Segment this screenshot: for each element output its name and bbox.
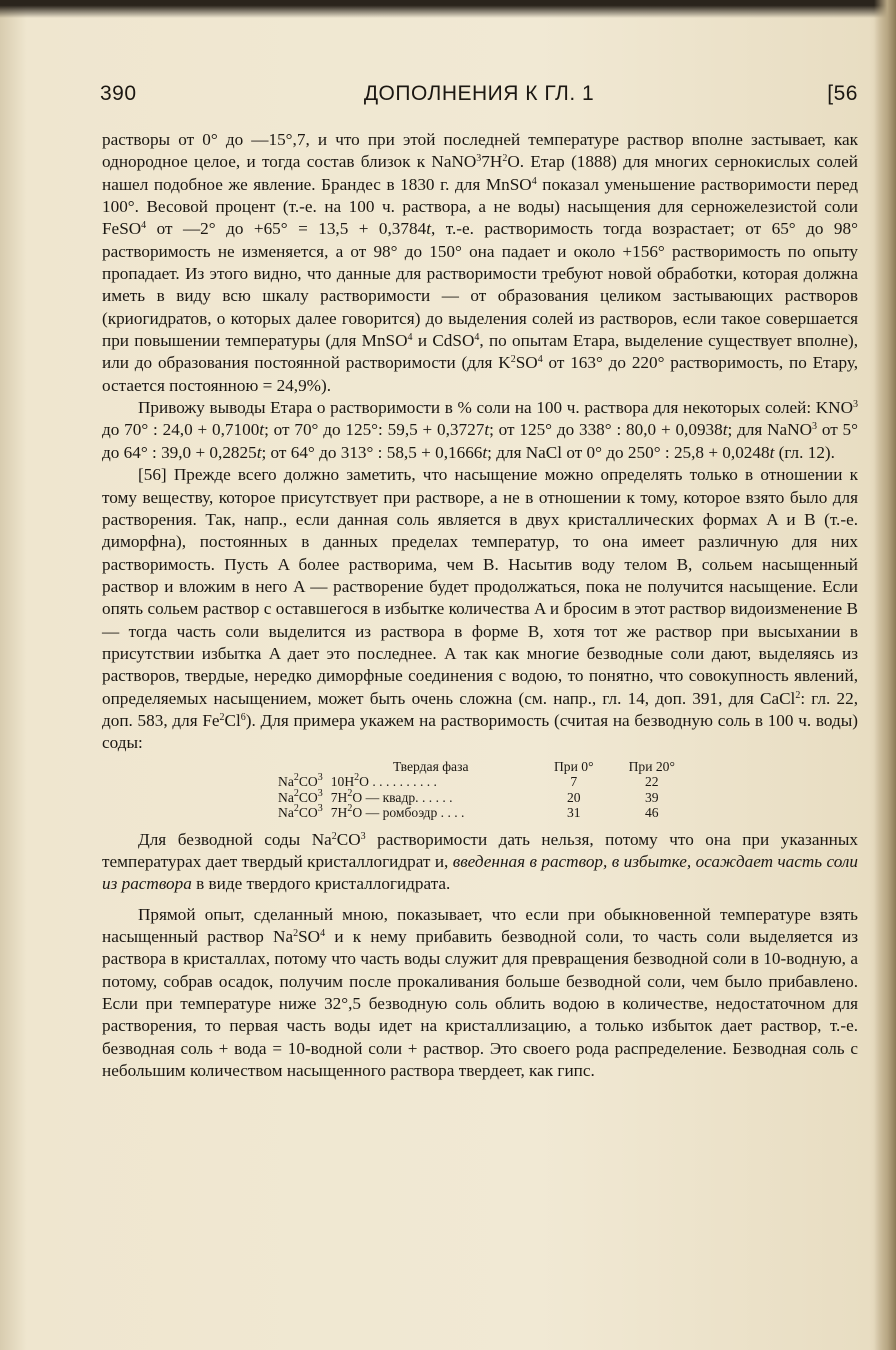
- paragraph-1: растворы от 0° до —15°,7, и что при этой последней температуре раствор вполне застывает, как однородное целое, и тогда состав близок к $NaNO^37H^2O$. Етар (1888) для многих сернокислых солей нашел подобное же явление. Брандес в 1830 г. для MnSO$^4$ показал уменьшение растворимости перед 100°. Весовой процент (т.-е. на 100 ч. раствора, а не воды) насыщения для серножелезистой соли FeSO$^4$ от —2° до +65° = 13,5 + 0,3784t, т.-е. растворимость тогда возрастает; от 65° до 98° растворимость не изменяется, а от 98° до 150° она падает и около +156° растворимость по опыту пропадает. Из этого видно, что данные для растворимости требуют новой обработки, которая должна иметь в виду всю шкалу растворимости — от образования целиком застывающих растворов (криогидратов, о которых далее говорится) до выделения солей из растворов, если такое совершается при повышении температуры (для MnSO$^4$ и CdSO$^4$, по опытам Етара, выделение существует вполне), или до образования постоянной растворимости (для $K^2SO^4$ от 163° до 220° растворимость, по Етару, остается постоянною = 24,9%).: [102, 130, 859, 395]
- phase-cell: $10H^2O$ . . . . . . . . . .: [330, 772, 437, 790]
- paragraph-2: Привожу выводы Етара о растворимости в % соли на 100 ч. раствора для некоторых солей: KNO$^3$ до 70° : 24,0 + 0,7100t; от 70° до 125°: 59,5 + 0,3727t; от 125° до 338° : 80,0 + 0,0938t; для NaNO$^3$ от 5° до 64° : 39,0 + 0,2825t; от 64° до 313° : 58,5 + 0,1666t; для NaCl от 0° до 250° : 25,8 + 0,0248t (гл. 12).: [102, 398, 858, 462]
- section-marker: [56: [827, 82, 858, 105]
- table-row: [274, 805, 691, 821]
- value-0-cell: 20: [566, 789, 581, 805]
- table-row: [274, 774, 691, 790]
- value-20-cell: 39: [644, 789, 659, 805]
- formula-cell: $Na^2CO^3$: [278, 787, 323, 805]
- paragraph-4: Для безводной соды $Na^2CO^3$ растворимости дать нельзя, потому что она при указанных температурах дает твердый кристаллогидрат и, введенная в раствор, в избытке, осаждает часть соли из раствора в виде твердого кристаллогидрата.: [102, 829, 858, 894]
- page-right-edge: [874, 0, 896, 1350]
- col-solid-phase: Твердая фаза: [393, 758, 469, 774]
- col-at-0: При 0°: [553, 758, 594, 774]
- formula-cell: $Na^2CO^3$: [278, 803, 323, 821]
- page-body: [102, 129, 858, 1082]
- phase-cell: $7H^2O$ — квадр. . . . . .: [330, 787, 453, 805]
- value-0-cell: 31: [566, 805, 581, 821]
- page-top-shadow: [0, 0, 896, 18]
- paragraph-5: Прямой опыт, сделанный мною, показывает, что если при обыкновенной температуре взять насыщенный раствор $Na^2SO^4$ и к нему прибавить безводной соли, то часть соли выделяется из раствора в кристаллах, потому что часть воды служит для превращения безводной соли в 10-водную, а потому, собрав осадок, получим после прокаливания больше безводной соли, чем было прибавлено. Если при температуре ниже 32°,5 безводную соль облить водою в количестве, недостаточном для растворения, то первая часть воды идет на кристаллизацию, а только избыток дает раствор, т.-е. безводная соль + вода = 10-водной соли + раствор. Это своего рода распределение. Безводная соль с небольшим количеством насыщенного раствора твердеет, как гипс.: [102, 904, 858, 1081]
- table-row: [274, 790, 691, 806]
- phase-cell: $7H^2O$ — ромбоэдр . . . .: [330, 803, 465, 821]
- value-20-cell: 46: [644, 805, 659, 821]
- paragraph-3: [56] Прежде всего должно заметить, что насыщение можно определять только в отношении к тому веществу, которое присутствует при растворе, а не в отношении к тому, которое взято было для растворения. Так, напр., если данная соль является в двух кристаллических формах A и B (т.-е. диморфна), постоянных в данных пределах температур, то она имеет различную для них растворимость. Пусть A более растворима, чем B. Насытив воду телом B, сольем насыщенный раствор и вложим в него A — растворение будет продолжаться, пока не получится насыщение. Если опять сольем раствор с оставшегося в избытке количества A и бросим в этот раствор видоизменение B — тогда часть соли выделится из раствора в форме B, хотя тот же раствор при высыхании в присутствии избытка A дает это последнее. А так как многие безводные соли дают, выделяясь из растворов, твердые, нередко диморфные соединения с водою, то понятно, что совокупность явлений, определяемых насыщением, может быть очень сложна (см. напр., гл. 14, доп. 391, для CaCl$^2$: гл. 22, доп. 583, для Fe$^2$Cl$^6$). Для примера укажем на растворимость (считая на безводную соль в 100 ч. воды) соды:: [102, 465, 858, 753]
- value-20-cell: 22: [644, 774, 659, 790]
- table-header-row: [274, 759, 691, 775]
- running-title: ДОПОЛНЕНИЯ К ГЛ. 1: [363, 82, 595, 105]
- soda-solubility-table: [274, 759, 691, 821]
- value-0-cell: 7: [570, 774, 578, 790]
- col-at-20: При 20°: [628, 758, 675, 774]
- page-number: 390: [100, 82, 137, 105]
- running-header: [100, 82, 858, 112]
- formula-cell: $Na^2CO^3$: [278, 772, 323, 790]
